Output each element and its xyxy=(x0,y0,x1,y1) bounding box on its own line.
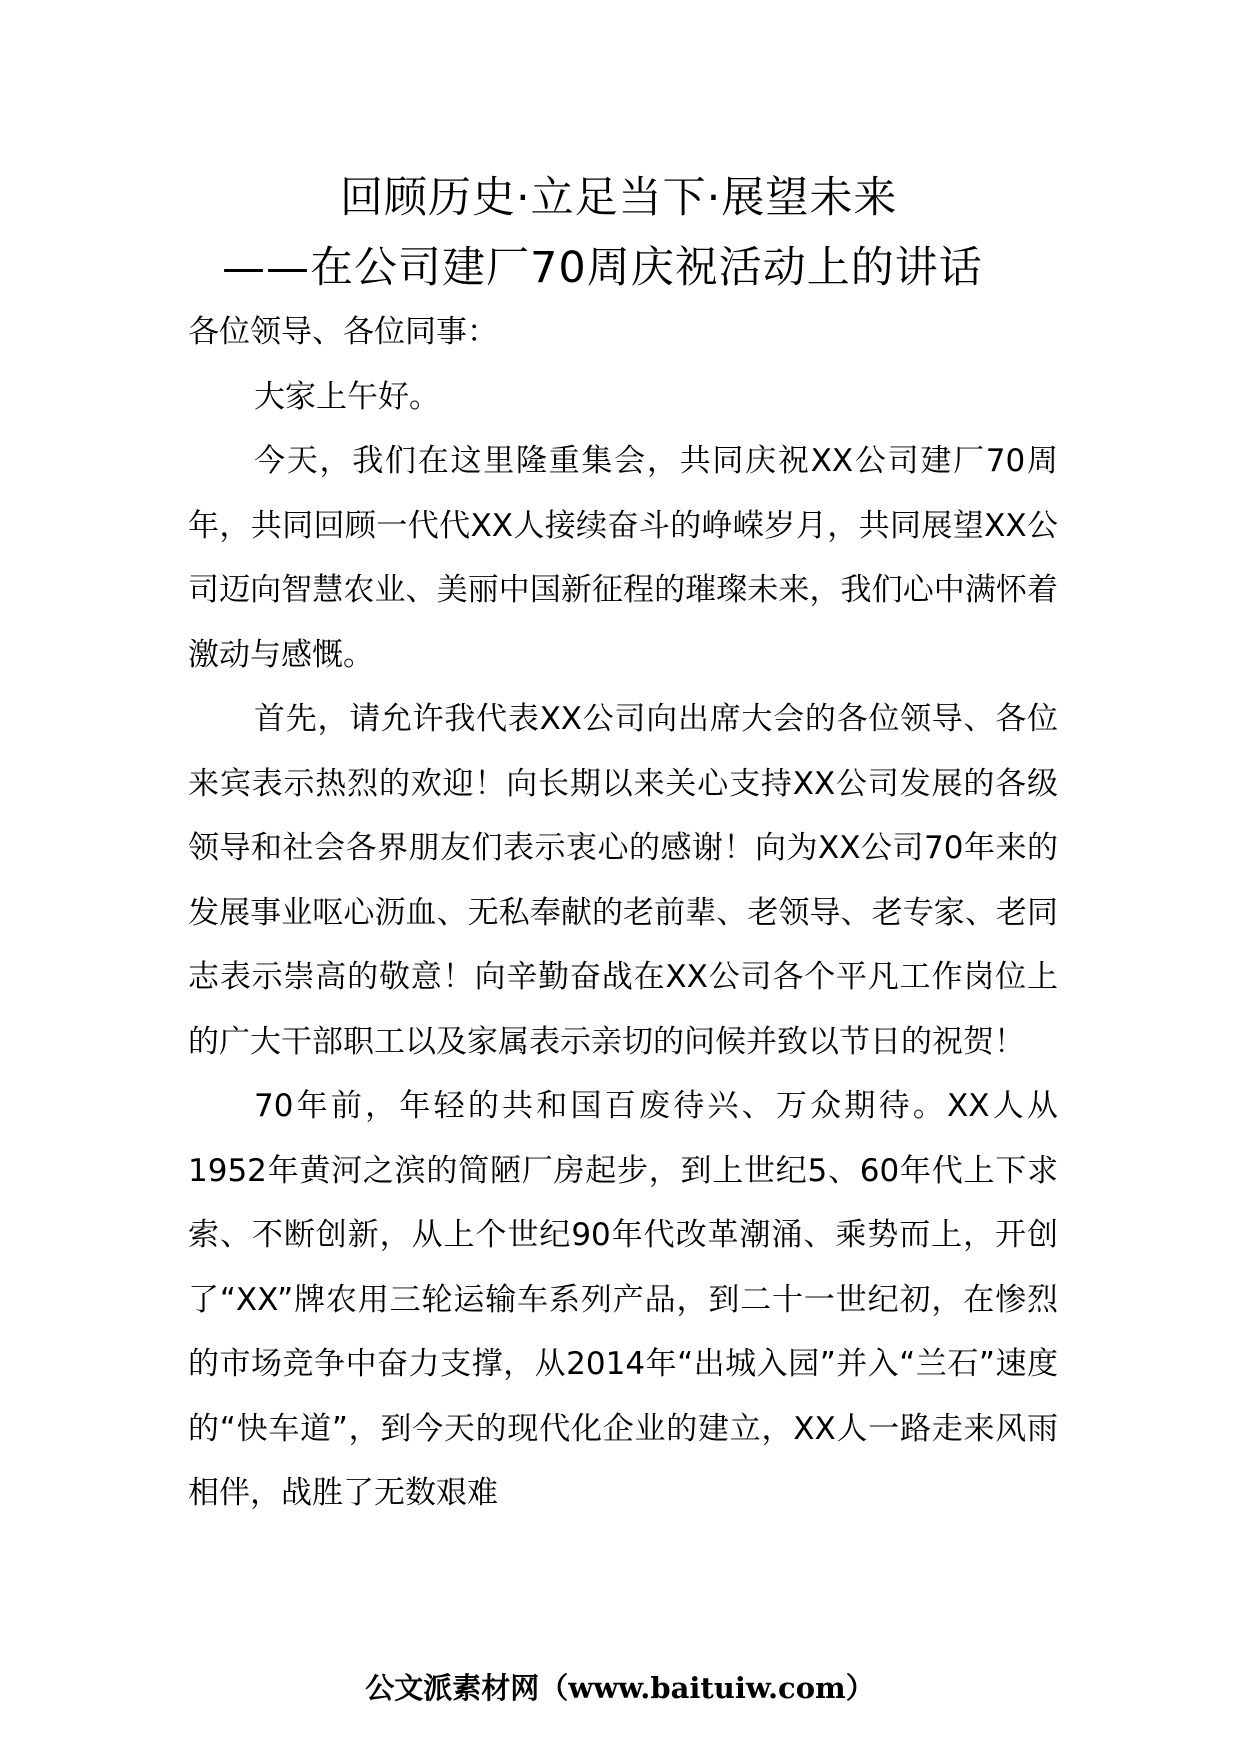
document-subtitle: ——在公司建厂70周庆祝活动上的讲话 xyxy=(222,243,983,293)
document-title: 回顾历史·立足当下·展望未来 xyxy=(340,173,898,223)
paragraph-thanks: 首先，请允许我代表XX公司向出席大会的各位领导、各位来宾表示热烈的欢迎！向长期以来关心支持XX公司发展的各级领导和社会各界朋友们表示衷心的感谢！向为XX公司70年来的发展事业呕心沥血、无私奉献的老前辈、老领导、老专家、老同志表示崇高的敬意！向辛勤奋战在XX公司各个平凡工作岗位上的广大干部职工以及家属表示亲切的问候并致以节日的祝贺！ xyxy=(188,701,1058,1060)
paragraph-greeting: 大家上午好。 xyxy=(254,378,440,415)
paragraph-history: 70年前，年轻的共和国百废待兴、万众期待。XX人从1952年黄河之滨的简陋厂房起步，到上世纪5、60年代上下求索、不断创新，从上个世纪90年代改革潮涌、乘势而上，开创了“XX”牌农用三轮运输车系列产品，到二十一世纪初，在惨烈的市场竞争中奋力支撑，从2014年“出城入园”并入“兰石”速度的“快车道”，到今天的现代化企业的建立，XX人一路走来风雨相伴，战胜了无数艰难 xyxy=(188,1088,1058,1511)
paragraph-opening: 今天，我们在这里隆重集会，共同庆祝XX公司建厂70周年，共同回顾一代代XX人接续奋斗的峥嵘岁月，共同展望XX公司迈向智慧农业、美丽中国新征程的璀璨未来，我们心中满怀着激动与感慨。 xyxy=(188,443,1058,673)
footer-watermark: 公文派素材网（www.baituiw.com） xyxy=(365,1671,875,1705)
salutation: 各位领导、各位同事： xyxy=(188,314,498,350)
document-body xyxy=(188,300,1058,1526)
